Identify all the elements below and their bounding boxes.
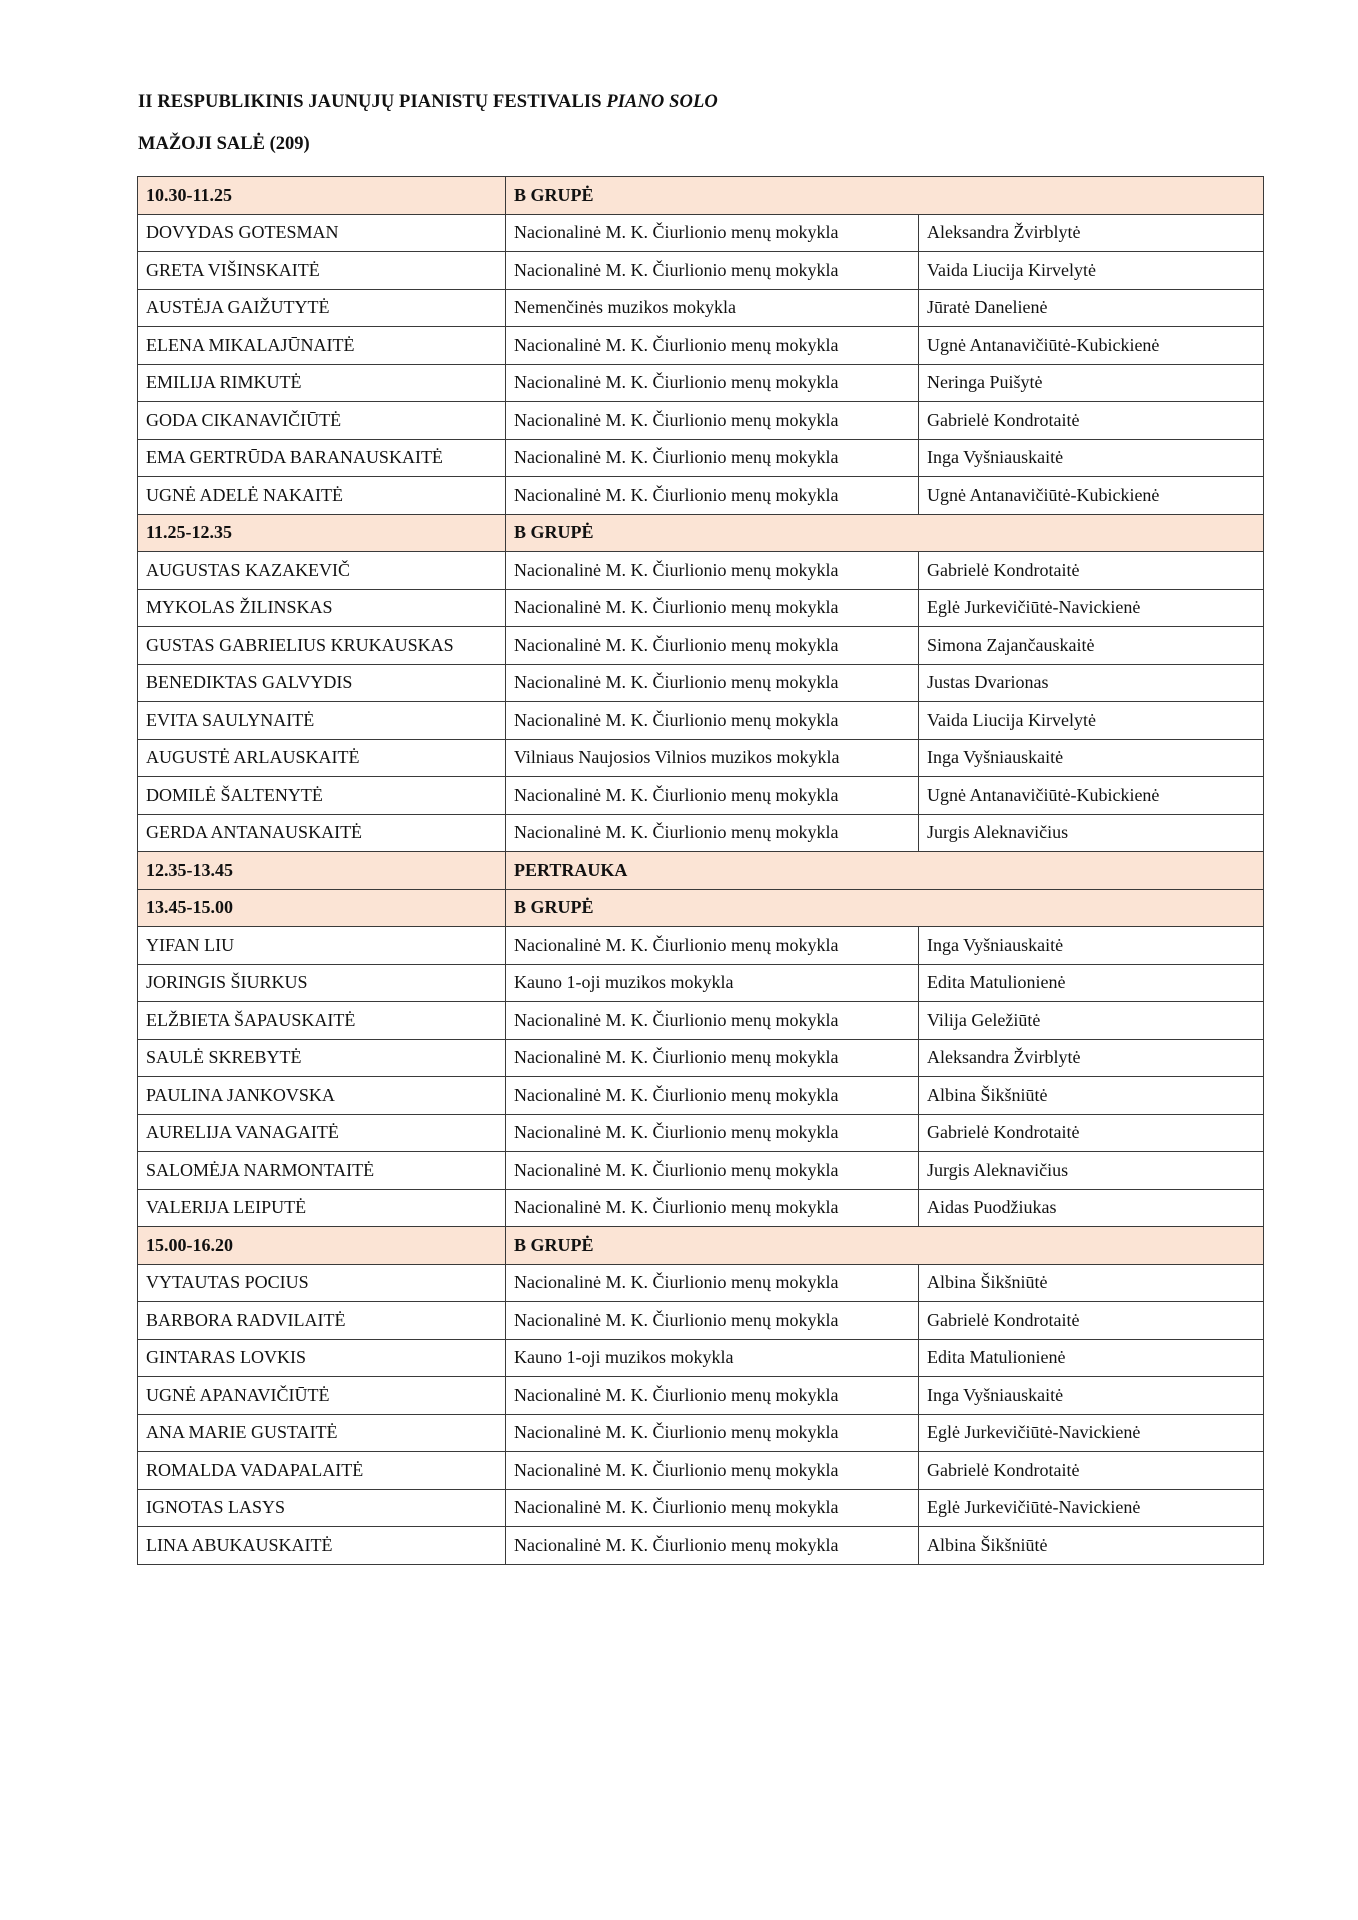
performer-teacher: Jurgis Aleknavičius bbox=[919, 814, 1264, 852]
session-time: 15.00-16.20 bbox=[138, 1227, 506, 1265]
performer-row bbox=[138, 739, 1264, 777]
performer-teacher: Albina Šikšniūtė bbox=[919, 1077, 1264, 1115]
document-title bbox=[138, 92, 718, 113]
performer-name: ANA MARIE GUSTAITĖ bbox=[138, 1414, 506, 1452]
performer-school: Kauno 1-oji muzikos mokykla bbox=[506, 964, 919, 1002]
performer-row bbox=[138, 1452, 1264, 1490]
performer-name: YIFAN LIU bbox=[138, 927, 506, 965]
performer-teacher: Jūratė Danelienė bbox=[919, 289, 1264, 327]
performer-teacher: Albina Šikšniūtė bbox=[919, 1264, 1264, 1302]
performer-row bbox=[138, 927, 1264, 965]
document-title-main: II RESPUBLIKINIS JAUNŲJŲ PIANISTŲ FESTIVALIS bbox=[138, 92, 607, 112]
performer-name: AUGUSTAS KAZAKEVIČ bbox=[138, 552, 506, 590]
performer-name: EMILIJA RIMKUTĖ bbox=[138, 364, 506, 402]
performer-teacher: Inga Vyšniauskaitė bbox=[919, 1377, 1264, 1415]
performer-row bbox=[138, 439, 1264, 477]
performer-teacher: Gabrielė Kondrotaitė bbox=[919, 1302, 1264, 1340]
document-title-italic: PIANO SOLO bbox=[606, 92, 718, 112]
performer-name: LINA ABUKAUSKAITĖ bbox=[138, 1527, 506, 1565]
performer-teacher: Inga Vyšniauskaitė bbox=[919, 739, 1264, 777]
performer-row bbox=[138, 1339, 1264, 1377]
performer-row bbox=[138, 702, 1264, 740]
session-time: 10.30-11.25 bbox=[138, 177, 506, 215]
performer-name: PAULINA JANKOVSKA bbox=[138, 1077, 506, 1115]
performer-school: Nacionalinė M. K. Čiurlionio menų mokykla bbox=[506, 327, 919, 365]
performer-row bbox=[138, 964, 1264, 1002]
performer-row bbox=[138, 1039, 1264, 1077]
performer-school: Nacionalinė M. K. Čiurlionio menų mokykla bbox=[506, 1452, 919, 1490]
performer-teacher: Vaida Liucija Kirvelytė bbox=[919, 252, 1264, 290]
performer-school: Nacionalinė M. K. Čiurlionio menų mokykla bbox=[506, 1302, 919, 1340]
performer-row bbox=[138, 364, 1264, 402]
performer-school: Nacionalinė M. K. Čiurlionio menų mokykla bbox=[506, 402, 919, 440]
performer-school: Nacionalinė M. K. Čiurlionio menų mokykla bbox=[506, 927, 919, 965]
performer-teacher: Ugnė Antanavičiūtė-Kubickienė bbox=[919, 777, 1264, 815]
performer-teacher: Gabrielė Kondrotaitė bbox=[919, 1114, 1264, 1152]
performer-school: Nacionalinė M. K. Čiurlionio menų mokykla bbox=[506, 664, 919, 702]
performer-school: Kauno 1-oji muzikos mokykla bbox=[506, 1339, 919, 1377]
performer-row bbox=[138, 814, 1264, 852]
performer-name: GRETA VIŠINSKAITĖ bbox=[138, 252, 506, 290]
performer-name: UGNĖ ADELĖ NAKAITĖ bbox=[138, 477, 506, 515]
session-group-label: PERTRAUKA bbox=[506, 852, 1264, 890]
performer-name: GUSTAS GABRIELIUS KRUKAUSKAS bbox=[138, 627, 506, 665]
performer-teacher: Gabrielė Kondrotaitė bbox=[919, 552, 1264, 590]
performer-row bbox=[138, 289, 1264, 327]
performer-row bbox=[138, 1489, 1264, 1527]
performer-teacher: Aleksandra Žvirblytė bbox=[919, 1039, 1264, 1077]
performer-name: ROMALDA VADAPALAITĖ bbox=[138, 1452, 506, 1490]
performer-school: Nacionalinė M. K. Čiurlionio menų mokykla bbox=[506, 777, 919, 815]
performer-school: Nacionalinė M. K. Čiurlionio menų mokykla bbox=[506, 1077, 919, 1115]
performer-row bbox=[138, 477, 1264, 515]
session-header-row bbox=[138, 852, 1264, 890]
session-group-label: B GRUPĖ bbox=[506, 1227, 1264, 1265]
performer-teacher: Gabrielė Kondrotaitė bbox=[919, 1452, 1264, 1490]
performer-name: BENEDIKTAS GALVYDIS bbox=[138, 664, 506, 702]
performer-name: AURELIJA VANAGAITĖ bbox=[138, 1114, 506, 1152]
performer-name: EMA GERTRŪDA BARANAUSKAITĖ bbox=[138, 439, 506, 477]
session-time: 11.25-12.35 bbox=[138, 514, 506, 552]
performer-row bbox=[138, 1527, 1264, 1565]
session-time: 12.35-13.45 bbox=[138, 852, 506, 890]
performer-row bbox=[138, 1377, 1264, 1415]
performer-name: GERDA ANTANAUSKAITĖ bbox=[138, 814, 506, 852]
performer-teacher: Gabrielė Kondrotaitė bbox=[919, 402, 1264, 440]
performer-school: Nacionalinė M. K. Čiurlionio menų mokykla bbox=[506, 1414, 919, 1452]
performer-school: Nacionalinė M. K. Čiurlionio menų mokykla bbox=[506, 1189, 919, 1227]
performer-row bbox=[138, 252, 1264, 290]
performer-teacher: Simona Zajančauskaitė bbox=[919, 627, 1264, 665]
performer-name: BARBORA RADVILAITĖ bbox=[138, 1302, 506, 1340]
performer-school: Nacionalinė M. K. Čiurlionio menų mokykla bbox=[506, 814, 919, 852]
performer-name: MYKOLAS ŽILINSKAS bbox=[138, 589, 506, 627]
performer-school: Nemenčinės muzikos mokykla bbox=[506, 289, 919, 327]
performer-row bbox=[138, 664, 1264, 702]
session-time: 13.45-15.00 bbox=[138, 889, 506, 927]
performer-teacher: Ugnė Antanavičiūtė-Kubickienė bbox=[919, 477, 1264, 515]
session-header-row bbox=[138, 1227, 1264, 1265]
performer-name: VYTAUTAS POCIUS bbox=[138, 1264, 506, 1302]
performer-school: Nacionalinė M. K. Čiurlionio menų mokykla bbox=[506, 627, 919, 665]
schedule-table bbox=[137, 176, 1264, 1565]
performer-name: JORINGIS ŠIURKUS bbox=[138, 964, 506, 1002]
performer-school: Nacionalinė M. K. Čiurlionio menų mokykla bbox=[506, 214, 919, 252]
performer-teacher: Inga Vyšniauskaitė bbox=[919, 927, 1264, 965]
performer-row bbox=[138, 1302, 1264, 1340]
performer-teacher: Albina Šikšniūtė bbox=[919, 1527, 1264, 1565]
performer-school: Nacionalinė M. K. Čiurlionio menų mokykla bbox=[506, 1002, 919, 1040]
performer-teacher: Edita Matulionienė bbox=[919, 964, 1264, 1002]
performer-name: SAULĖ SKREBYTĖ bbox=[138, 1039, 506, 1077]
performer-row bbox=[138, 1152, 1264, 1190]
session-header-row bbox=[138, 889, 1264, 927]
performer-school: Nacionalinė M. K. Čiurlionio menų mokykla bbox=[506, 364, 919, 402]
performer-school: Vilniaus Naujosios Vilnios muzikos mokykla bbox=[506, 739, 919, 777]
performer-name: ELENA MIKALAJŪNAITĖ bbox=[138, 327, 506, 365]
performer-school: Nacionalinė M. K. Čiurlionio menų mokykla bbox=[506, 252, 919, 290]
performer-row bbox=[138, 402, 1264, 440]
performer-school: Nacionalinė M. K. Čiurlionio menų mokykla bbox=[506, 477, 919, 515]
performer-row bbox=[138, 1002, 1264, 1040]
schedule-table-body bbox=[138, 177, 1264, 1565]
session-header-row bbox=[138, 177, 1264, 215]
performer-row bbox=[138, 1114, 1264, 1152]
performer-row bbox=[138, 1077, 1264, 1115]
performer-row bbox=[138, 589, 1264, 627]
performer-teacher: Aidas Puodžiukas bbox=[919, 1189, 1264, 1227]
performer-name: AUGUSTĖ ARLAUSKAITĖ bbox=[138, 739, 506, 777]
performer-name: GINTARAS LOVKIS bbox=[138, 1339, 506, 1377]
session-group-label: B GRUPĖ bbox=[506, 889, 1264, 927]
performer-row bbox=[138, 1189, 1264, 1227]
performer-name: EVITA SAULYNAITĖ bbox=[138, 702, 506, 740]
performer-teacher: Ugnė Antanavičiūtė-Kubickienė bbox=[919, 327, 1264, 365]
performer-teacher: Vilija Geležiūtė bbox=[919, 1002, 1264, 1040]
performer-school: Nacionalinė M. K. Čiurlionio menų mokykla bbox=[506, 552, 919, 590]
performer-school: Nacionalinė M. K. Čiurlionio menų mokykla bbox=[506, 439, 919, 477]
performer-teacher: Jurgis Aleknavičius bbox=[919, 1152, 1264, 1190]
performer-teacher: Aleksandra Žvirblytė bbox=[919, 214, 1264, 252]
performer-school: Nacionalinė M. K. Čiurlionio menų mokykla bbox=[506, 1377, 919, 1415]
performer-row bbox=[138, 1264, 1264, 1302]
performer-teacher: Eglė Jurkevičiūtė-Navickienė bbox=[919, 1489, 1264, 1527]
session-group-label: B GRUPĖ bbox=[506, 514, 1264, 552]
performer-teacher: Justas Dvarionas bbox=[919, 664, 1264, 702]
performer-row bbox=[138, 552, 1264, 590]
performer-name: VALERIJA LEIPUTĖ bbox=[138, 1189, 506, 1227]
performer-name: DOVYDAS GOTESMAN bbox=[138, 214, 506, 252]
performer-teacher: Neringa Puišytė bbox=[919, 364, 1264, 402]
performer-school: Nacionalinė M. K. Čiurlionio menų mokykla bbox=[506, 1489, 919, 1527]
performer-school: Nacionalinė M. K. Čiurlionio menų mokykla bbox=[506, 1114, 919, 1152]
hall-title: MAŽOJI SALĖ (209) bbox=[138, 134, 310, 154]
performer-name: UGNĖ APANAVIČIŪTĖ bbox=[138, 1377, 506, 1415]
performer-row bbox=[138, 1414, 1264, 1452]
performer-school: Nacionalinė M. K. Čiurlionio menų mokykla bbox=[506, 1264, 919, 1302]
performer-name: ELŽBIETA ŠAPAUSKAITĖ bbox=[138, 1002, 506, 1040]
performer-school: Nacionalinė M. K. Čiurlionio menų mokykla bbox=[506, 1527, 919, 1565]
performer-row bbox=[138, 327, 1264, 365]
performer-name: SALOMĖJA NARMONTAITĖ bbox=[138, 1152, 506, 1190]
performer-teacher: Vaida Liucija Kirvelytė bbox=[919, 702, 1264, 740]
performer-teacher: Inga Vyšniauskaitė bbox=[919, 439, 1264, 477]
performer-row bbox=[138, 777, 1264, 815]
performer-name: GODA CIKANAVIČIŪTĖ bbox=[138, 402, 506, 440]
performer-name: IGNOTAS LASYS bbox=[138, 1489, 506, 1527]
performer-row bbox=[138, 627, 1264, 665]
performer-school: Nacionalinė M. K. Čiurlionio menų mokykla bbox=[506, 1152, 919, 1190]
performer-school: Nacionalinė M. K. Čiurlionio menų mokykla bbox=[506, 702, 919, 740]
performer-teacher: Eglė Jurkevičiūtė-Navickienė bbox=[919, 1414, 1264, 1452]
performer-school: Nacionalinė M. K. Čiurlionio menų mokykla bbox=[506, 1039, 919, 1077]
session-header-row bbox=[138, 514, 1264, 552]
session-group-label: B GRUPĖ bbox=[506, 177, 1264, 215]
performer-teacher: Eglė Jurkevičiūtė-Navickienė bbox=[919, 589, 1264, 627]
performer-name: AUSTĖJA GAIŽUTYTĖ bbox=[138, 289, 506, 327]
performer-school: Nacionalinė M. K. Čiurlionio menų mokykla bbox=[506, 589, 919, 627]
performer-row bbox=[138, 214, 1264, 252]
performer-name: DOMILĖ ŠALTENYTĖ bbox=[138, 777, 506, 815]
performer-teacher: Edita Matulionienė bbox=[919, 1339, 1264, 1377]
